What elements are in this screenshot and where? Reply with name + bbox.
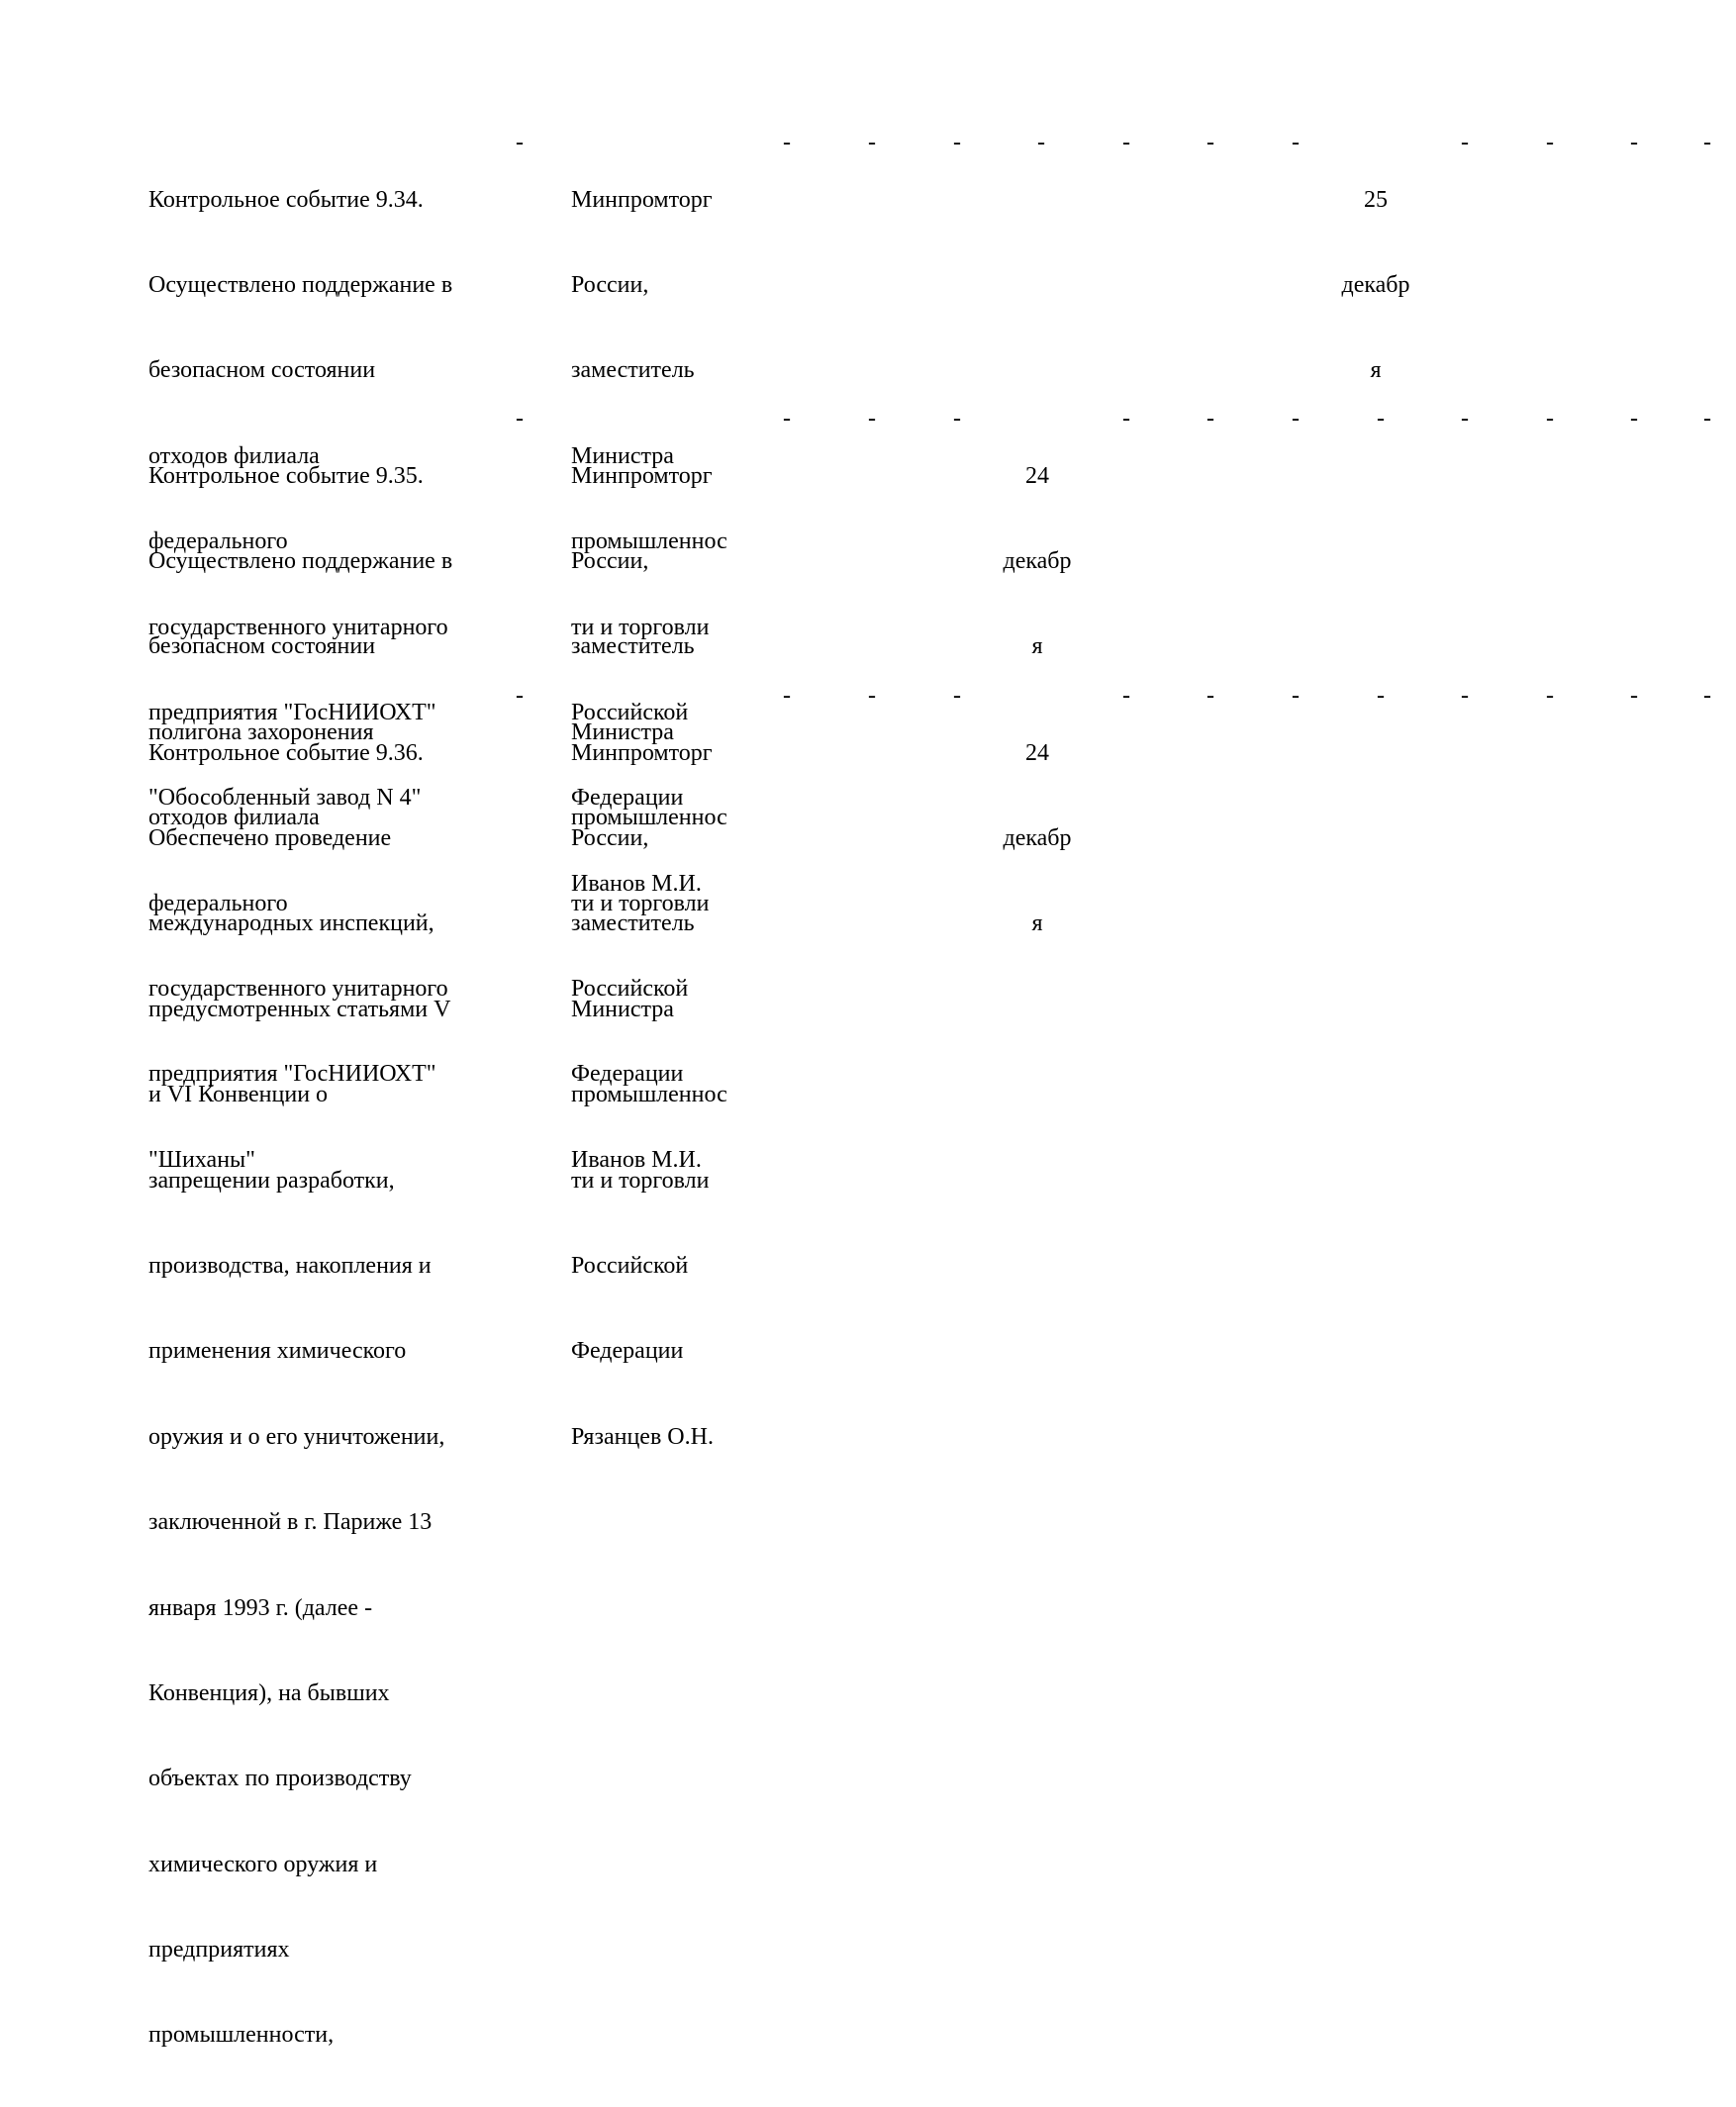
text-line: государственного унитарного [148,975,448,1002]
text-line: отходов филиала [148,442,320,469]
date-day: 25 [1364,186,1388,213]
dash-cell: - [1461,130,1469,155]
date-month-part: декабр [1003,547,1072,574]
dash-cell: - [1377,683,1385,709]
date-cell [1331,129,1420,442]
text-line: ти и торговли [571,1167,710,1194]
dash-cell: - [953,130,961,155]
text-line: Минпромторг [571,186,713,213]
text-line: полигона захоронения [148,718,374,745]
dash-cell: - [783,406,791,431]
text-line: предприятия "ГосНИИОХТ" [148,1061,436,1088]
text-line: безопасном состоянии [148,633,376,660]
text-line: Российской [571,975,689,1002]
dash-cell: - [516,406,524,431]
text-line: отходов филиала [148,805,320,831]
date-cell [993,682,1082,996]
dash-cell: - [1461,406,1469,431]
date-day: 24 [1025,739,1049,766]
text-line: промышленнос [571,1082,727,1108]
dash-cell: - [516,130,524,155]
text-line: Министра [571,996,674,1022]
text-line: "Шиханы" [148,1146,255,1173]
date-month-part: декабр [1341,271,1410,298]
text-line: федерального [148,890,288,916]
date-month-part: я [1370,357,1382,384]
dash-cell: - [1546,683,1554,709]
text-line: Контрольное событие 9.34. [148,186,424,213]
text-line: заместитель [571,633,695,660]
dash-cell: - [1630,130,1638,155]
responsible-executor [571,682,744,1508]
text-line: ти и торговли [571,890,710,916]
text-line: Обеспечено проведение [148,824,392,851]
text-line: Министра [571,718,674,745]
text-line: заключенной в г. Париже 13 [148,1509,433,1536]
text-line: Минпромторг [571,462,713,489]
text-line: Контрольное событие 9.36. [148,739,424,766]
dash-cell: - [1206,130,1214,155]
text-line: Контрольное событие 9.35. [148,462,424,489]
text-line: промышленнос [571,805,727,831]
dash-cell: - [953,406,961,431]
dash-cell: - [1546,130,1554,155]
text-line: объектах по производству [148,1766,412,1792]
text-line: предусмотренных статьями V [148,996,451,1022]
text-line: федерального [148,528,288,555]
dash-cell: - [868,406,876,431]
date-month-part: декабр [1003,824,1072,851]
text-line: России, [571,824,649,851]
text-line: Министра [571,442,674,469]
text-line: оружия и о его уничтожении, [148,1423,445,1450]
text-line: Федерации [571,1338,684,1365]
date-month-part: я [1031,633,1043,660]
dash-cell: - [868,130,876,155]
text-line: международных инспекций, [148,910,434,937]
text-line: химического оружия и [148,1851,378,1877]
text-line: предприятиях [148,1937,290,1963]
dash-cell: - [1206,683,1214,709]
text-line: государственного унитарного [148,614,448,640]
dash-cell: - [1206,406,1214,431]
text-line: Рязанцев О.Н. [571,1423,714,1450]
text-line: Иванов М.И. [571,870,702,897]
text-line: промышленнос [571,528,727,555]
text-line: ти и торговли [571,614,710,640]
text-line: Российской [571,699,689,725]
dash-cell: - [1377,406,1385,431]
text-line: Федерации [571,785,684,812]
date-month-part: я [1031,910,1043,937]
dash-cell: - [1292,130,1300,155]
text-line: Иванов М.И. [571,1146,702,1173]
dash-cell: - [1461,683,1469,709]
text-line: Федерации [571,1061,684,1088]
event-description [148,682,475,2107]
dash-cell: - [1122,406,1130,431]
dash-cell: - [953,683,961,709]
text-line: заместитель [571,357,695,384]
text-line: Конвенция), на бывших [148,1679,390,1706]
date-day: 24 [1025,462,1049,489]
dash-cell: - [1292,683,1300,709]
text-line: применения химического [148,1338,407,1365]
text-line: производства, накопления и [148,1252,432,1279]
text-line: и VI Конвенции о [148,1082,329,1108]
dash-cell: - [1630,683,1638,709]
dash-cell: - [1122,683,1130,709]
dash-cell: - [516,683,524,709]
text-line: Минпромторг [571,739,713,766]
text-line: предприятия "ГосНИИОХТ" [148,699,436,725]
dash-cell: - [1292,406,1300,431]
dash-cell: - [1703,683,1711,709]
text-line: Российской [571,1252,689,1279]
dash-cell: - [1630,406,1638,431]
text-line: "Обособленный завод N 4" [148,785,422,812]
text-line: России, [571,547,649,574]
text-line: января 1993 г. (далее - [148,1594,373,1621]
dash-cell: - [783,130,791,155]
dash-cell: - [1703,406,1711,431]
dash-cell: - [783,683,791,709]
text-line: заместитель [571,910,695,937]
text-line: России, [571,271,649,298]
dash-cell: - [1546,406,1554,431]
text-line: промышленности, [148,2022,335,2049]
text-line: Осуществлено поддержание в [148,271,453,298]
text-line: безопасном состоянии [148,357,376,384]
dash-cell: - [1703,130,1711,155]
text-line: Осуществлено поддержание в [148,547,453,574]
text-line: запрещении разработки, [148,1167,395,1194]
dash-cell: - [1037,130,1045,155]
dash-cell: - [868,683,876,709]
date-cell [993,405,1082,718]
dash-cell: - [1122,130,1130,155]
